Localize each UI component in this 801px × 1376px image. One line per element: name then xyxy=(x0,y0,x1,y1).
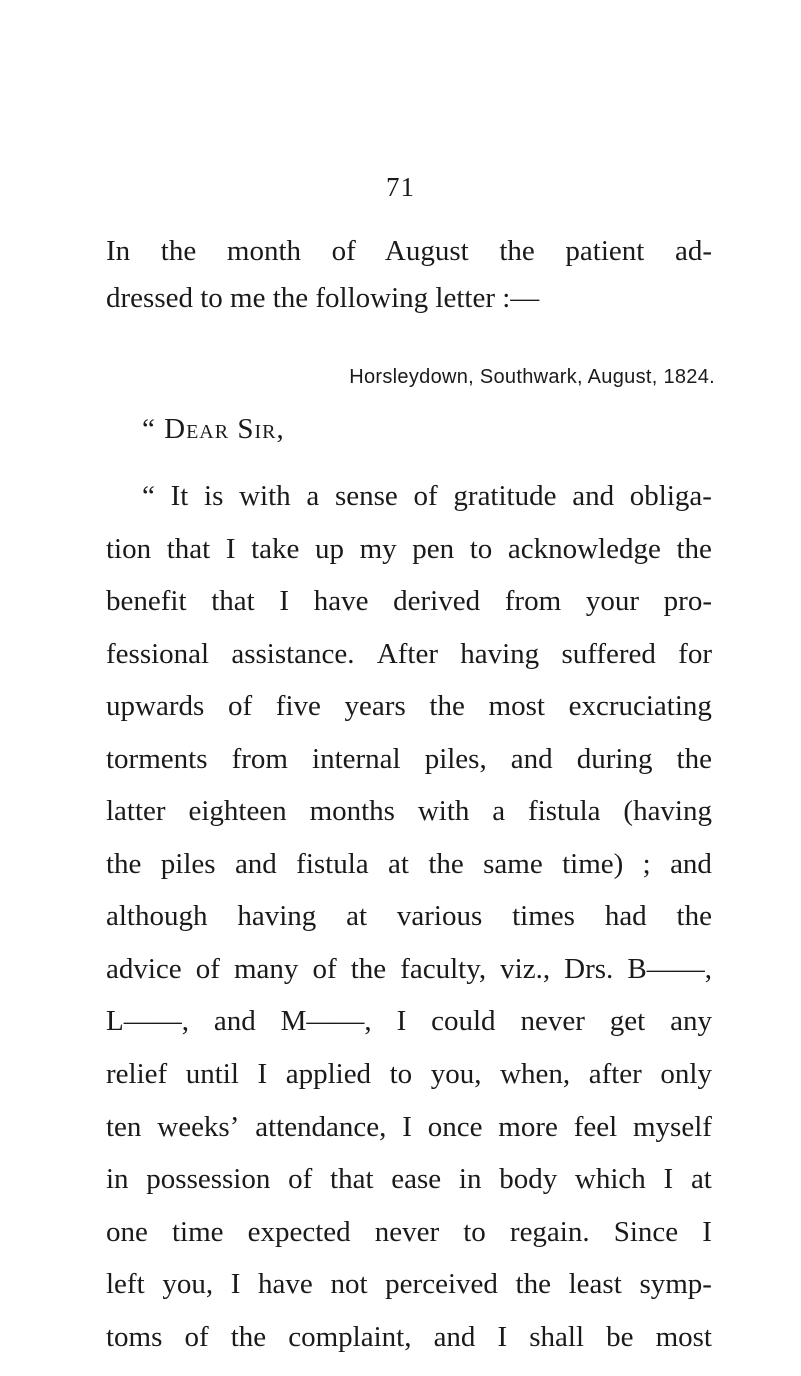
word: pro- xyxy=(663,585,712,618)
word: “ xyxy=(142,480,155,512)
word: I xyxy=(225,532,236,565)
word: Drs. xyxy=(564,952,614,985)
word: the xyxy=(676,900,712,933)
word: weeks’ xyxy=(157,1110,240,1143)
letter-line xyxy=(106,733,712,786)
word: the xyxy=(676,742,712,775)
word: once xyxy=(427,1110,483,1143)
letter-line xyxy=(106,470,712,523)
word: assistance. xyxy=(231,637,355,670)
letter-line xyxy=(106,1153,712,1206)
word: and xyxy=(433,1320,476,1353)
word: the xyxy=(350,952,387,985)
word: the xyxy=(429,690,465,723)
letter-line xyxy=(106,890,712,943)
word: shall xyxy=(529,1320,585,1353)
word: time) xyxy=(562,847,624,880)
word: upwards xyxy=(106,690,205,723)
word: I xyxy=(257,1058,268,1091)
word: gratitude xyxy=(453,480,557,512)
intro-line-2: dressed to me the following letter :— xyxy=(106,282,540,314)
word: at xyxy=(388,847,409,880)
word: from xyxy=(231,742,288,775)
word: pen xyxy=(412,532,455,565)
word: suffered xyxy=(561,637,656,670)
word: piles xyxy=(160,847,216,880)
word: the xyxy=(676,532,712,565)
word: piles, xyxy=(424,742,487,775)
word: and xyxy=(213,1005,256,1038)
word: attendance, xyxy=(255,1110,387,1143)
word: of xyxy=(195,952,220,985)
word: same xyxy=(483,847,543,880)
letter-line xyxy=(106,995,712,1048)
word: viz., xyxy=(500,952,551,985)
letter-line xyxy=(106,523,712,576)
word: symp- xyxy=(639,1268,712,1301)
word: you, xyxy=(430,1058,482,1091)
word: derived xyxy=(393,585,481,618)
word: after xyxy=(588,1058,642,1091)
word: to xyxy=(463,1215,486,1248)
word: ten xyxy=(106,1110,142,1143)
word: not xyxy=(330,1268,368,1301)
word: I xyxy=(663,1163,674,1196)
word: months xyxy=(309,795,395,828)
word: had xyxy=(604,900,647,933)
word: and xyxy=(234,847,277,880)
word: M——, xyxy=(280,1005,372,1038)
word: excruciating xyxy=(568,690,712,723)
word: I xyxy=(230,1268,241,1301)
word: I xyxy=(279,585,290,618)
word: acknowledge xyxy=(507,532,661,565)
word: sense xyxy=(334,480,398,512)
word: more xyxy=(498,1110,558,1143)
letter-line xyxy=(106,838,712,891)
word: times xyxy=(512,900,575,933)
word: at xyxy=(346,900,368,933)
word: up xyxy=(314,532,344,565)
word: to xyxy=(469,532,493,565)
word: (having xyxy=(623,795,712,828)
word: take xyxy=(251,532,300,565)
letter-line xyxy=(106,1048,712,1101)
word: toms xyxy=(106,1320,163,1353)
word: obliga- xyxy=(629,480,712,512)
intro-line-1: In the month of August the patient ad- xyxy=(106,235,712,267)
word: that xyxy=(211,585,255,618)
letter-line xyxy=(106,575,712,628)
word: torments xyxy=(106,742,208,775)
word: time xyxy=(171,1215,224,1248)
word: I xyxy=(396,1005,407,1038)
word: possession xyxy=(146,1163,271,1196)
word: only xyxy=(660,1058,712,1091)
word: benefit xyxy=(106,585,187,618)
word: body xyxy=(499,1163,558,1196)
word: at xyxy=(690,1163,712,1196)
word: It xyxy=(170,480,189,512)
word: most xyxy=(655,1320,712,1353)
word: in xyxy=(106,1163,129,1196)
word: left xyxy=(106,1268,145,1301)
word: five xyxy=(275,690,321,723)
word: I xyxy=(702,1215,712,1248)
word: is xyxy=(204,480,224,512)
word: until xyxy=(185,1058,239,1091)
word: the xyxy=(428,847,464,880)
letter-line xyxy=(106,943,712,996)
letter-line xyxy=(106,1311,712,1364)
letter-line xyxy=(106,785,712,838)
letter-line xyxy=(106,1101,712,1154)
word: with xyxy=(417,795,470,828)
letter-dateline: Horsleydown, Southwark, August, 1824. xyxy=(349,366,715,388)
word: be xyxy=(606,1320,634,1353)
word: never xyxy=(520,1005,585,1038)
letter-line xyxy=(106,628,712,681)
word: perceived xyxy=(385,1268,498,1301)
word: most xyxy=(488,690,545,723)
word: for xyxy=(678,637,712,670)
word: myself xyxy=(632,1110,712,1143)
word: get xyxy=(609,1005,646,1038)
word: years xyxy=(344,690,406,723)
word: least xyxy=(568,1268,622,1301)
word: fistula xyxy=(528,795,601,828)
letter-line xyxy=(106,1258,712,1311)
word: L——, xyxy=(106,1005,189,1038)
word: relief xyxy=(106,1058,168,1091)
word: of xyxy=(312,952,337,985)
letter-salutation: “ Dear Sir, xyxy=(142,413,285,445)
word: and xyxy=(510,742,553,775)
word: one xyxy=(106,1215,148,1248)
word: tion xyxy=(106,532,152,565)
word: to xyxy=(389,1058,413,1091)
word: applied xyxy=(285,1058,372,1091)
word: After xyxy=(376,637,438,670)
word: and xyxy=(670,847,712,880)
word: expected xyxy=(247,1215,351,1248)
word: of xyxy=(288,1163,313,1196)
word: of xyxy=(184,1320,209,1353)
word: have xyxy=(258,1268,313,1301)
word: a xyxy=(306,480,320,512)
word: advice xyxy=(106,952,182,985)
word: eighteen xyxy=(188,795,287,828)
word: any xyxy=(670,1005,712,1038)
letter-body xyxy=(106,470,712,1363)
word: internal xyxy=(312,742,401,775)
word: your xyxy=(585,585,639,618)
word: many xyxy=(233,952,299,985)
word: having xyxy=(460,637,540,670)
word: when, xyxy=(500,1058,571,1091)
letter-line xyxy=(106,680,712,733)
letter-line xyxy=(106,1206,712,1259)
page-number: 71 xyxy=(386,172,415,202)
word: I xyxy=(497,1320,508,1353)
word: that xyxy=(166,532,211,565)
word: you, xyxy=(162,1268,214,1301)
word: although xyxy=(106,900,208,933)
word: and xyxy=(572,480,615,512)
word: complaint, xyxy=(288,1320,412,1353)
word: never xyxy=(374,1215,440,1248)
word: ease xyxy=(391,1163,442,1196)
word: fistula xyxy=(296,847,369,880)
word: feel xyxy=(573,1110,618,1143)
word: my xyxy=(359,532,397,565)
word: in xyxy=(458,1163,482,1196)
word: of xyxy=(413,480,438,512)
word: faculty, xyxy=(400,952,487,985)
word: fessional xyxy=(106,637,210,670)
word: Since xyxy=(613,1215,679,1248)
word: various xyxy=(396,900,483,933)
word: a xyxy=(492,795,506,828)
word: that xyxy=(330,1163,374,1196)
word: the xyxy=(515,1268,551,1301)
word: during xyxy=(576,742,653,775)
word: with xyxy=(239,480,291,512)
word: from xyxy=(504,585,562,618)
word: could xyxy=(431,1005,496,1038)
word: the xyxy=(106,847,142,880)
word: the xyxy=(230,1320,267,1353)
word: regain. xyxy=(509,1215,590,1248)
word: ; xyxy=(642,847,651,880)
word: having xyxy=(237,900,317,933)
word: of xyxy=(227,690,253,723)
word: have xyxy=(313,585,369,618)
word: which xyxy=(574,1163,646,1196)
word: I xyxy=(402,1110,412,1143)
word: B——, xyxy=(627,952,712,985)
word: latter xyxy=(106,795,166,828)
